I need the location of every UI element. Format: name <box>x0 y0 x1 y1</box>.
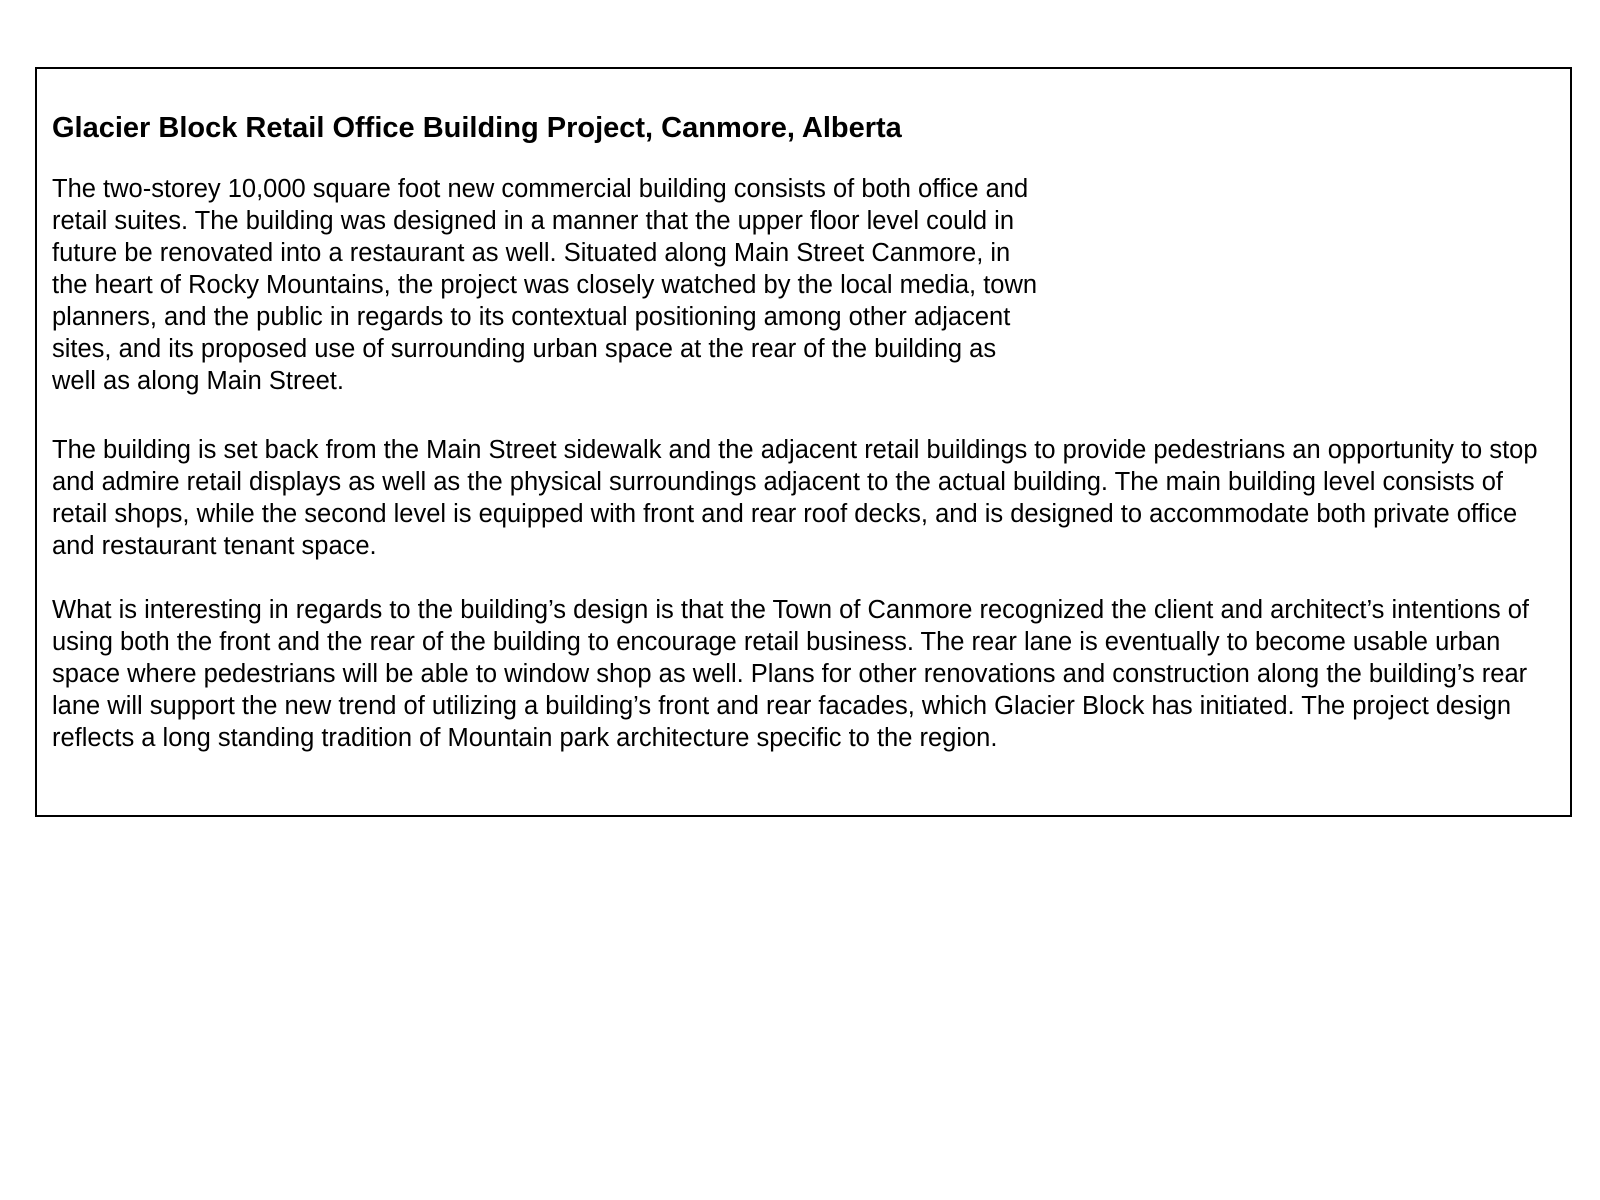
project-description-box <box>35 67 1572 817</box>
paragraph-overview: The two-storey 10,000 square foot new commercial building consists of both office and retail suites. The building was designed in a manner that the upper floor level could in future be renovated into a restaurant as well. Situated along Main Street Canmore, in the heart of Rocky Mountains, the project was closely watched by the local media, town planners, and the public in regards to its contextual positioning among other adjacent sites, and its proposed use of surrounding urban space at the rear of the building as well as along Main Street. <box>52 175 1038 395</box>
project-title: Glacier Block Retail Office Building Project, Canmore, Alberta <box>52 112 902 144</box>
paragraph-setback: The building is set back from the Main Street sidewalk and the adjacent retail buildings to provide pedestrians an opportunity to stop and admire retail displays as well as the physical surroundings adjacent to the actual building. The main building level consists of retail shops, while the second level is equipped with front and rear roof decks, and is designed to accommodate both private office and restaurant tenant space. <box>52 436 1538 560</box>
paragraph-design-interest: What is interesting in regards to the building’s design is that the Town of Canmore recognized the client and architect’s intentions of using both the front and the rear of the building to encourage retail business. The rear lane is eventually to become usable urban space where pedestrians will be able to window shop as well. Plans for other renovations and construction along the building’s rear lane will support the new trend of utilizing a building’s front and rear facades, which Glacier Block has initiated. The project design reflects a long standing tradition of Mountain park architecture specific to the region. <box>52 596 1530 752</box>
